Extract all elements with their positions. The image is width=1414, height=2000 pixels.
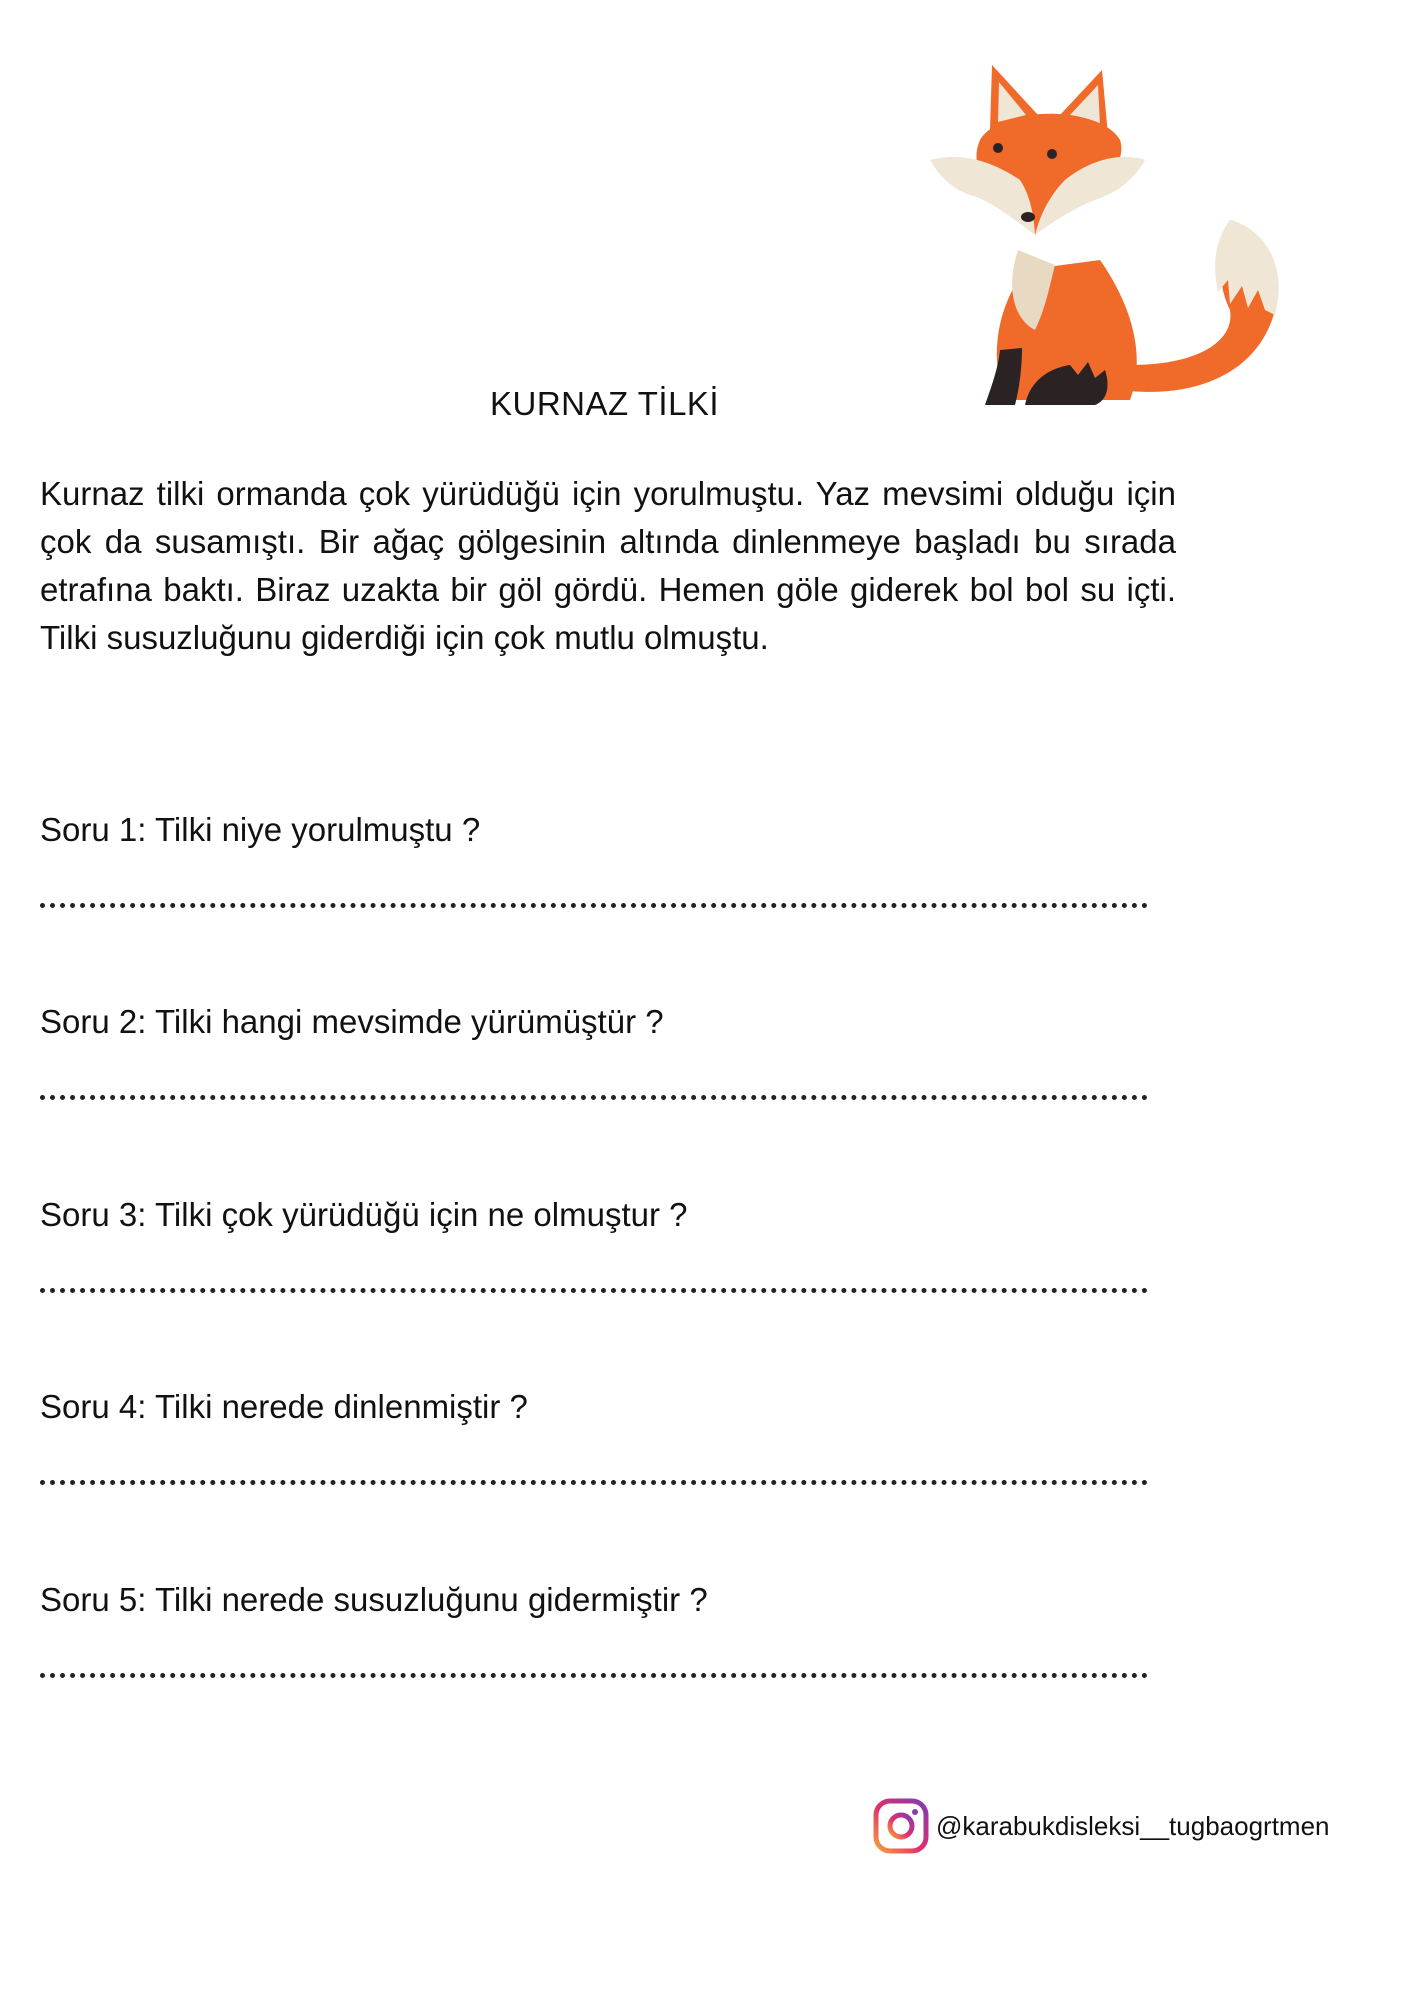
question-block-4	[40, 1388, 1200, 1426]
question-2: Soru 2: Tilki hangi mevsimde yürümüştür ?	[40, 1003, 664, 1040]
answer-line-1[interactable]	[40, 903, 1148, 908]
question-3: Soru 3: Tilki çok yürüdüğü için ne olmuştur ?	[40, 1196, 688, 1233]
page-title: KURNAZ TİLKİ	[490, 385, 720, 422]
fox-front-leg	[985, 348, 1022, 405]
question-1: Soru 1: Tilki niye yorulmuştu ?	[40, 811, 481, 848]
question-block-1	[40, 811, 1200, 849]
fox-right-eye	[1047, 149, 1057, 159]
footer-social	[872, 1796, 1330, 1856]
answer-line-2[interactable]	[40, 1095, 1148, 1100]
fox-tail-tip	[1215, 220, 1279, 315]
instagram-handle[interactable]: @karabukdisleksi__tugbaogrtmen	[936, 1810, 1330, 1841]
fox-nose	[1021, 212, 1035, 222]
fox-left-eye	[993, 143, 1003, 153]
answer-line-5[interactable]	[40, 1673, 1148, 1678]
instagram-icon[interactable]	[872, 1797, 930, 1855]
question-5: Soru 5: Tilki nerede susuzluğunu gidermiştir ?	[40, 1581, 708, 1618]
fox-illustration	[930, 60, 1300, 430]
question-4: Soru 4: Tilki nerede dinlenmiştir ?	[40, 1388, 528, 1425]
question-block-2	[40, 1003, 1200, 1041]
question-block-5	[40, 1581, 1200, 1619]
story-paragraph: Kurnaz tilki ormanda çok yürüdüğü için yorulmuştu. Yaz mevsimi olduğu için çok da susamıştı. Bir ağaç gölgesinin altında dinlenmeye başladı bu sırada etrafına baktı. Biraz uzakta bir göl gördü. Hemen göle giderek bol bol su içti. Tilki susuzluğunu giderdiği için çok mutlu olmuştu.	[40, 475, 1176, 656]
answer-line-4[interactable]	[40, 1480, 1148, 1485]
answer-line-3[interactable]	[40, 1288, 1148, 1293]
question-block-3	[40, 1196, 1200, 1234]
